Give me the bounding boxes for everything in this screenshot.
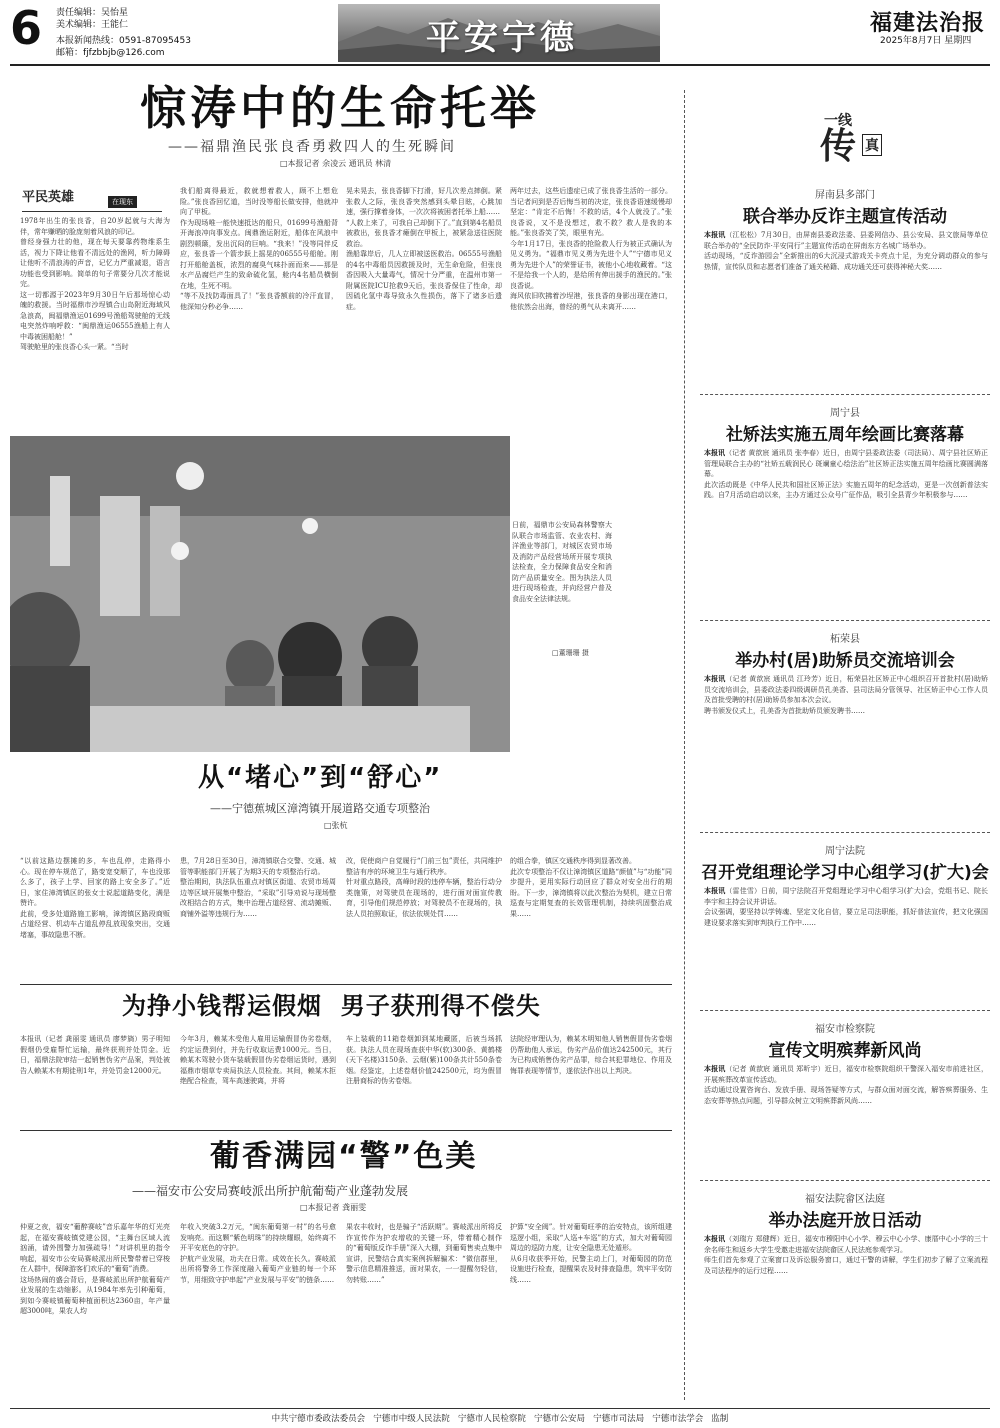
article2-subtitle: ——宁德蕉城区漳湾镇开展道路交通专项整治 — [210, 802, 430, 815]
column-sub: 在现东 — [108, 196, 137, 208]
sidebar-item-rule — [700, 620, 990, 621]
sidebar-item-title: 联合举办反诈主题宣传活动 — [743, 207, 947, 227]
sidebar-item-title: 举办法庭开放日活动 — [768, 1211, 922, 1231]
article4-col-2: 年收入突破3.2万元，“闽东葡萄第一村”的名号愈发响亮。而这颗“紫色明珠”的持续耀眼，始终离不开平安底色的守护。 护航产业发展，功夫在日常。成效在长久。赛岐派出所将警务工作深度融入葡萄产业链的每一个环节，用细致守护串起“产业发展与平安”的链条…… — [180, 1223, 336, 1284]
sidebar-item-region: 福安法院畲区法庭 — [805, 1194, 885, 1205]
article4-subtitle: ——福安市公安局赛岐派出所护航葡萄产业蓬勃发展 — [132, 1184, 409, 1198]
article3-col-2: 今年3月，赖某木受他人雇用运输假冒伪劣卷烟，约定运费到付，并先行收取运费1000元。当日，赖某木驾驶小货车装载假冒伪劣卷烟运货时，遇到福鼎市烟草专卖局执法人员检查。其间，赖某木拒绝配合检查，驾车高速驶离，并将 — [180, 1035, 336, 1085]
lead-byline: □本报记者 余凌云 通讯员 林清 — [280, 159, 392, 168]
page-header — [0, 0, 1000, 66]
lead-subtitle: ——福鼎渔民张良香勇救四人的生死瞬间 — [168, 139, 456, 155]
sidebar-item-text: （记者 黄歆宸 通讯员 张李春）近日，由周宁县委政法委（司法局）、周宁县社区矫正管理局联合主办的“社矫五载润民心 斑斓童心绘法治”社区矫正法实施五周年绘画比赛圆满落幕。 此次活动既是《中华人民共和国社区矫正法》实施五周年的纪念活动，更是一次创新普法实践。自7月活动启动以来，主办方通过公众号广征作品，吸引全县青少年积极参与…… — [704, 449, 988, 499]
sidebar-item-region: 福安市检察院 — [815, 1024, 875, 1035]
article3-col-3: 车上装载的11箱卷烟卸到某地藏匿，后被当场抓获。执法人员在现场查获中华(软)300条、黄鹤楼(天下名楼)3150条、云烟(紫)100条共计550条卷烟。经鉴定，上述卷烟价值242500元，均为假冒注册商标的伪劣卷烟。 — [346, 1035, 502, 1085]
sidebar-item-body — [704, 230, 988, 392]
article4-byline: □本报记者 龚丽雯 — [300, 1203, 367, 1212]
sidebar-item-rule — [700, 394, 990, 395]
sidebar-column-badge — [812, 100, 902, 172]
lead-col-4: 两年过去，这些后遗症已成了张良香生活的一部分。当记者问到是否后悔当初的决定，张良香语速缓慢却坚定：“肯定不后悔！不救的话，4个人就没了。”张良香说，又不是没想过，救不救？救人是我的本能。”张良香笑了笑，眼里有光。 今年1月17日，张良香的抢险救人行为被正式确认为见义勇为。“福鼎市见义勇为先进个人”“宁德市见义勇为先进个人”的荣誉证书，被他小心地收藏着。“这不是给我一个人的，是给所有伸出援手的渔民的。”张良香说。 海风依旧吹拂着沙埕港，张良香的身影出现在港口，他依然会出海，曾经的勇气从未离开…… — [510, 187, 672, 311]
lead-col-3: 晃未晃去，张良香脚下打滑，好几次差点摔倒。紧张救人之际，张良香突然感到头晕目眩，心跳加速，强行撑着身体，一次次将被困者托举上船…… “人救上来了，可我自己却倒下了。”直到第4名船员被救出，张良香才瘫倒在甲板上，被紧急送往医院救治。 渔船靠岸后，几人立即被送医救治。06555号渔船的4名中毒船员因救援及时，无生命危险，但张良香因吸入大量毒气，情况十分严重，在温州市第一附属医院ICU抢救9天后，张良香保住了性命，却因硫化氢中毒导致永久性损伤，落下了诸多后遗症。 — [346, 187, 502, 311]
sidebar-item-region: 周宁县 — [830, 408, 860, 419]
lead-col-1: 1978年出生的张良香，自20岁起就与大海为伴，常年赚晒的脸庞刻着风浪的印记。 曾经身强力壮的他，现在每天要靠药物维系生活，视力下降让他看不清远处的渔网，听力障碍让他听不清浪涛的声音，记忆力严重减退，语言功能也受到影响。简单的句子常要分几次才能说完。 这一切都源于2023年9月30日午后那场惊心动魄的救援。当时福鼎市沙埕镇合山岛附近海域风急浪高，闽福鼎渔运01699号渔船驾驶舱的无线电突然炸响呼救：“闽鼎渔运06555渔船上有人中毒被困船舱！” 驾驶舱里的张良香心头一紧。“当时 — [20, 217, 170, 351]
divider-a2 — [20, 984, 672, 985]
article3-col-4: 法院经审理认为，赖某木明知他人销售假冒伪劣卷烟仍帮助他人承运，伪劣产品价值达242500元，其行为已构成销售伪劣产品罪，综合其犯罪地位、作用及悔罪表现等情节，遂依法作出以上判决。 — [510, 1035, 672, 1075]
sidebar-item-region: 柘荣县 — [830, 634, 860, 645]
column-word-3: 真 — [862, 134, 882, 156]
sidebar-item — [700, 404, 990, 618]
sidebar-item-title: 举办村(居)助矫员交流培训会 — [735, 651, 955, 671]
sidebar-item-body — [704, 1234, 988, 1396]
sidebar-item-rule — [700, 1180, 990, 1181]
sidebar-item — [700, 842, 990, 1012]
section-banner — [338, 4, 660, 62]
article4-col-3: 果农丰收时，也是骗子“活跃期”。赛岐派出所将反诈宣传作为护农增收的关键一环，带着精心制作的“葡萄版反诈手册”深入大棚，到葡萄售卖点集中宣讲，民警结合真实案例拆解骗术：“微信群里，警示信息精准推送，面对果农，一一提醒勿轻信，勿转账……” — [346, 1223, 502, 1284]
article4-title: 葡香满园“警”色美 — [210, 1139, 478, 1174]
sidebar-item — [700, 186, 990, 396]
column-word-2: 传 — [820, 125, 857, 167]
email: 邮箱：fjfzbbjb@126.com — [56, 48, 165, 58]
sidebar-item-text: （江松松）7月30日，由屏南县委政法委、县委网信办、县公安局、县文旅局等单位联合举办的“全民防诈·平安同行”主题宣传活动在屏南东方名城广场举办。 活动现场，“反诈游园会”全新推出的6大沉浸式游戏关卡亮点十足，为充分调动群众的参与热情，宣传队员和志愿者们准备了通关秘籍、成功通关还可获得神秘大奖…… — [704, 231, 988, 271]
article2-col-3: 改，促使商户自觉履行“门前三包”责任，共同维护整洁有序的环境卫生与通行秩序。 针对重点路段，高峰时段的违停车辆，整治行动分类施策，对驾驶员在现场的，进行面对面宣传教育，引导他们规范停放；对驾驶员不在现场的，执法人员拍照取证，依法依规处罚…… — [346, 857, 502, 918]
divider-a3 — [20, 1130, 672, 1131]
photo-caption: 日前，福鼎市公安局森林警察大队联合市场监管、农业农村、海洋渔业等部门，对城区农贸市场及消防产品经营场所开展专项执法检查，全力保障食品安全和消防产品质量安全。图为执法人员进行现场检查，并向经营户普及食品安全法律法规。 — [512, 521, 612, 603]
sidebar-item-lead: 本报讯 — [704, 674, 726, 683]
article3-col-1: 本报讯（记者 龚丽雯 通讯员 廖梦旖）男子明知假烟仍受雇帮忙运输，最终获刑并处罚金。近日，福鼎法院审结一起销售伪劣产品案，判处被告人赖某木有期徒刑1年，并处罚金12000元。 — [20, 1035, 170, 1075]
article2-col-2: 患，7月28日至30日，漳湾镇联合交警、交通、城管等职能部门开展了为期3天的专项整治行动。 整治期间，执法队伍重点对镇区街道、农贸市场周边等区域开展集中整治，“采取”引导劝说与现场整改相结合的方式，集中治理占道经营、流动摊贩、商铺外溢等违规行为…… — [180, 857, 336, 918]
sidebar-item-text: （记者 黄歆宸 通讯员 郑昕宇）近日，福安市检察院组织干警深入福安市前进社区，开展殡葬改革宣传活动。 活动通过设置咨询台、发放手册、现场答疑等方式，与群众面对面交流，解答殡葬服务、生态安葬等热点问题，引导群众树立文明殡葬新风尚…… — [704, 1065, 988, 1105]
editor-label: 责任编辑：吴怡星 — [56, 8, 129, 18]
sidebar-item-lead: 本报讯 — [704, 448, 726, 457]
article2-byline: □张杭 — [324, 821, 348, 830]
sidebar-item-rule — [700, 1010, 990, 1011]
photo-credit: □董珊珊 摄 — [552, 649, 589, 657]
sidebar-item-lead: 本报讯 — [704, 1064, 726, 1073]
column-badge — [22, 182, 162, 212]
column-divider — [684, 90, 685, 1400]
sidebar-item-region: 周宁法院 — [825, 846, 865, 857]
article4-col-1: 仲夏之夜，福安“葡醉赛岐”音乐嘉年华的灯光亮起，在福安赛岐镇党建公园，“主舞台区域人流汹涌，请外围警力加强疏导！”对讲机里的指令响起，福安市公安局赛岐派出所民警带着已穿梭在人群中，保障游客们欢乐的“葡萄”消费。 这场热闹的盛会背后，是赛岐派出所护航葡萄产业发展的生动缩影。从1984年率先引种葡萄，到如今赛岐镇葡萄种植面积达2360亩，年产量超3000吨，果农人均 — [20, 1223, 170, 1315]
sidebar-item-lead: 本报讯 — [704, 1234, 726, 1243]
section-name: 平安宁德 — [426, 18, 578, 58]
sidebar-item-title: 召开党组理论学习中心组学习(扩大)会 — [701, 863, 989, 883]
article2-title: 从“堵心”到“舒心” — [198, 763, 443, 793]
page-number: 6 — [10, 1, 43, 55]
masthead: 福建法治报 — [870, 10, 986, 36]
sidebar-item-lead: 本报讯 — [704, 886, 726, 895]
sidebar-item-body — [704, 886, 988, 1008]
photo-caption-box — [512, 520, 612, 660]
sidebar-item-text: （记者 黄歆宸 通讯员 江玲芳）近日，柘荣县社区矫正中心组织召开首批村(居)助矫员交流培训会，县委政法委四级调研员孔美香、县司法局分管领导、社区矫正中心工作人员及首批受聘的村(居)助矫员参加本次会议。 聘书颁发仪式上，孔美香为首批助矫员颁发聘书…… — [704, 675, 988, 715]
article4-col-4: 护算“安全阀”。针对葡萄旺季的治安特点，该所组建巡逻小组，采取“人巡+车巡”的方式，加大对葡萄园周边的巡防力度，让安全隐患无处遁形。 从6月收获季开始，民警主动上门，对葡萄园的防范设施进行检查，提醒果农及时排查隐患，筑牢平安防线…… — [510, 1223, 672, 1284]
sidebar-item-text: （雷佳雪）日前，周宁法院召开党组理论学习中心组学习(扩大)会，党组书记、院长李宇和主持会议并讲话。 会议强调，要坚持以学铸魂、坚定文化自信，要立足司法职能，抓好普法宣传，把文化强国建设要求落实到审判执行工作中…… — [704, 887, 988, 927]
article2-col-4: 的组合拳，镇区交通秩序得到显著改善。 此次专项整治不仅让漳湾镇区道路“颜值”与“功能”同步提升，更用实际行动回应了群众对安全出行的期盼。下一步，漳湾镇将以此次整治为契机，建立日常巡查与定期复查的长效管理机制，持续巩固整治成果…… — [510, 857, 672, 918]
article3-title: 为挣小钱帮运假烟 男子获刑得不偿失 — [122, 992, 541, 1020]
column-word-1: 一线 — [824, 113, 852, 129]
sidebar-item — [700, 1190, 990, 1400]
sidebar-item-text: （刘瑞方 郑健辉）近日，福安市穆阳中心小学、穆云中心小学、康厝中心小学的三十余名师生和返乡大学生受邀走进福安法院畲区人民法庭参观学习。 师生们首先参观了立案窗口及诉讼服务窗口，通过干警的讲解，学生们初步了解了立案流程及司法程序的运行过程…… — [704, 1235, 988, 1275]
issue-date: 2025年8月7日 星期四 — [880, 36, 972, 46]
sidebar-item-body — [704, 448, 988, 614]
header-rule — [10, 64, 990, 66]
footer-rule — [10, 1408, 990, 1409]
lead-col-2: 我们船离得最近，救就想着救人，顾不上想危险。”张良香回忆道，当时没等船长做安排，他就冲向了甲板。 作为现场唯一能快速抵达的船只，01699号渔船背开海浪冲向事发点。闽鼎渔运附近，船体在风浪中剧烈顿簸，发出沉闷的巨响。“我来！”没等同伴反应，张良香一个箭步跃上摇晃的06555号船舱。刚打开船舱盖板，浓烈的腐臭气味扑面而来——那是水产品腐烂产生的致命硫化氢，舱内4名船员横倒在地，生死不明。 “等不及找防毒面具了！”张良香额前的冷汗直冒，他深知分秒必争…… — [180, 187, 338, 311]
sidebar-item-body — [704, 1064, 988, 1178]
sidebar-item — [700, 1020, 990, 1182]
hotline: 本报新闻热线：0591-87095453 — [56, 36, 191, 46]
market-inspection-photo — [10, 436, 510, 752]
sidebar-item-title: 宣传文明殡葬新风尚 — [768, 1041, 922, 1061]
lead-title: 惊涛中的生命托举 — [140, 81, 540, 135]
column-label: 平民英雄 — [22, 190, 75, 205]
sidebar-item-title: 社矫法实施五周年绘画比赛落幕 — [726, 425, 964, 445]
photo-illustration — [10, 436, 510, 752]
sidebar-item-lead: 本报讯 — [704, 230, 726, 239]
sidebar-item-rule — [700, 832, 990, 833]
art-editor-label: 美术编辑：王能仁 — [56, 20, 129, 30]
sidebar-item — [700, 630, 990, 832]
sidebar-item-body — [704, 674, 988, 828]
footer-sponsors: 中共宁德市委政法委员会 宁德市中级人民法院 宁德市人民检察院 宁德市公安局 宁德市司法局 宁德市法学会 监制 — [271, 1414, 729, 1424]
article2-col-1: “以前这路边摆摊的多，车也乱停，走路得小心。现在停车规范了，路变宽变顺了，车也没那么多了，孩子上学、回家的路上安全多了。”近日，家住漳湾镇区的张女士说起道路变化，满是赞许。 此前，受多处道路施工影响，漳湾镇区路段商贩占道经营、机动车占道乱停乱放现象突出，交通堵塞，事故隐患不断。 — [20, 857, 170, 939]
sidebar-item-region: 屏南县多部门 — [815, 190, 875, 201]
